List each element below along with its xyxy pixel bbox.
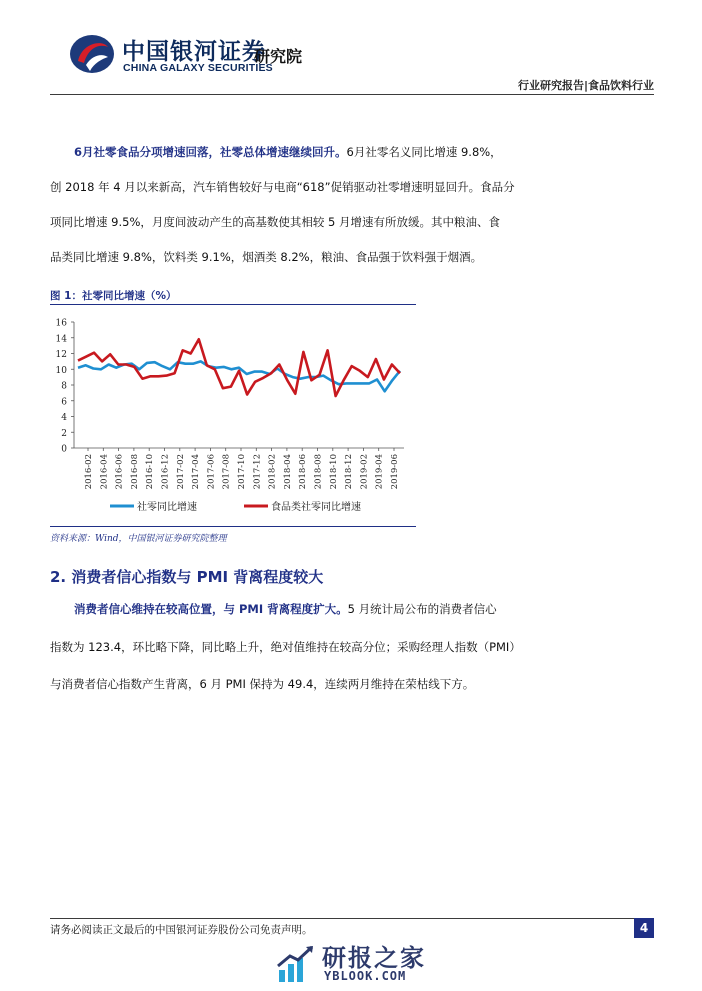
paragraph-text: 6月社零名义同比增速 9.8%，	[346, 145, 502, 159]
x-tick-label: 2016-10	[145, 454, 156, 490]
figure-source: 资料来源：Wind，中国银河证券研究院整理	[50, 534, 227, 544]
x-tick-label: 2018-04	[282, 454, 293, 490]
x-tick-label: 2017-12	[252, 454, 263, 490]
institute-name: 研究院	[254, 47, 303, 66]
paragraph-lead: 6月社零食品分项增速回落，社零总体增速继续回升。	[74, 145, 347, 159]
figure-bottom-rule	[50, 526, 416, 527]
x-tick-label: 2018-12	[344, 454, 355, 490]
section-paragraph-text: 5 月统计局公布的消费者信心	[347, 602, 497, 616]
y-tick-label: 8	[61, 381, 67, 392]
x-tick-label: 2017-10	[237, 454, 247, 490]
company-name-cn: 中国银河证券	[122, 39, 266, 65]
x-tick-label: 2017-04	[191, 454, 202, 490]
legend-label-2: 食品类社零同比增速	[271, 502, 361, 513]
x-tick-label: 2016-06	[114, 454, 125, 490]
paragraph-line-2: 创 2018 年 4 月以来新高，汽车销售较好与电商“618”促销驱动社零增速明显回升。食品分	[50, 180, 515, 194]
paragraph-line-3: 项同比增速 9.5%，月度间波动产生的高基数使其相较 5 月增速有所放缓。其中粮油、食	[50, 215, 500, 229]
section-paragraph-line-1	[50, 602, 654, 616]
header-divider	[50, 94, 654, 95]
section-title: 2. 消费者信心指数与 PMI 背离程度较大	[50, 568, 324, 586]
section-paragraph-lead: 消费者信心维持在较高位置，与 PMI 背离程度扩大。	[74, 602, 348, 616]
paragraph-line-1	[50, 145, 654, 159]
x-tick-label: 2019-06	[390, 454, 400, 490]
y-tick-label: 0	[61, 444, 67, 455]
retail-growth-chart	[50, 306, 420, 524]
x-tick-label: 2019-02	[359, 454, 370, 490]
y-tick-label: 6	[61, 397, 67, 408]
x-tick-label: 2016-02	[84, 454, 94, 490]
section-paragraph-line-3: 与消费者信心指数产生背离，6 月 PMI 保持为 49.4，连续两月维持在荣枯线下方。	[50, 677, 475, 691]
x-tick-label: 2017-06	[206, 454, 217, 490]
x-tick-label: 2016-08	[129, 454, 140, 490]
footer-disclaimer: 请务必阅读正文最后的中国银河证券股份公司免责声明。	[50, 924, 313, 936]
watermark-chart-icon	[276, 944, 316, 984]
y-tick-label: 4	[61, 413, 67, 423]
watermark-text: 研报之家	[322, 944, 426, 972]
y-tick-label: 12	[55, 350, 67, 360]
watermark-url: YBLOOK.COM	[324, 969, 407, 983]
x-tick-label: 2019-04	[374, 454, 385, 490]
x-tick-label: 2016-04	[99, 454, 110, 490]
footer-divider	[50, 918, 640, 919]
x-tick-label: 2017-02	[175, 454, 186, 490]
legend-label-1: 社零同比增速	[137, 502, 197, 513]
y-tick-label: 14	[55, 334, 67, 345]
x-tick-label: 2017-08	[221, 454, 232, 490]
paragraph-line-4: 品类同比增速 9.8%，饮料类 9.1%，烟酒类 8.2%，粮油、食品强于饮料强于烟酒。	[50, 250, 483, 264]
x-tick-label: 2016-12	[160, 454, 171, 490]
company-name-en: CHINA GALAXY SECURITIES	[123, 62, 273, 74]
page-number: 4	[634, 918, 654, 938]
y-tick-label: 10	[55, 365, 67, 376]
figure-title: 图 1：社零同比增速（%）	[50, 290, 177, 302]
x-tick-label: 2018-10	[328, 454, 339, 490]
section-paragraph-line-2: 指数为 123.4，环比略下降，同比略上升，绝对值维持在较高分位；采购经理人指数（PMI）	[50, 640, 521, 654]
x-tick-label: 2018-08	[313, 454, 324, 490]
x-tick-label: 2018-02	[267, 454, 278, 490]
x-tick-label: 2018-06	[298, 454, 309, 490]
y-tick-label: 16	[55, 318, 67, 329]
report-type: 行业研究报告|食品饮料行业	[517, 79, 654, 92]
y-tick-label: 2	[61, 428, 67, 439]
company-logo-icon	[68, 33, 116, 75]
figure-top-rule	[50, 304, 416, 305]
